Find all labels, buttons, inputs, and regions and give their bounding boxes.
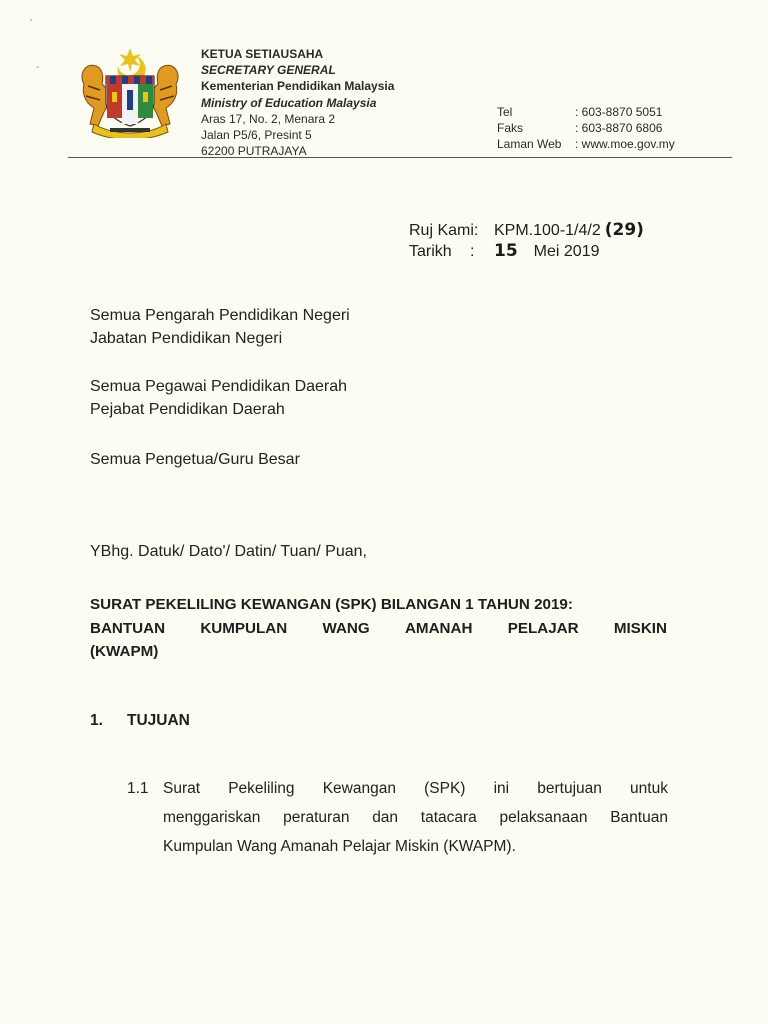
address-line-3: 62200 PUTRAJAYA xyxy=(201,144,307,159)
contact-fax xyxy=(497,120,675,136)
title-malay: KETUA SETIAUSAHA xyxy=(201,47,324,61)
subject-word: AMANAH xyxy=(404,619,473,637)
reference-handwritten-number: (29) xyxy=(604,220,644,240)
word: untuk xyxy=(630,780,668,797)
title-english: SECRETARY GENERAL xyxy=(201,63,336,78)
contact-value: : 603-8870 6806 xyxy=(575,121,663,135)
word: dan xyxy=(372,809,399,826)
subject-text: SURAT PEKELILING KEWANGAN (SPK) BILANGAN 1 TAHUN 2019: xyxy=(90,596,573,613)
paragraph-line xyxy=(163,774,668,803)
addressee-group xyxy=(90,375,347,421)
word: pelaksanaan xyxy=(499,809,588,826)
section-heading xyxy=(90,712,190,730)
subject-word: WANG xyxy=(322,619,370,637)
word: Surat xyxy=(163,780,201,797)
subject-word: KUMPULAN xyxy=(200,619,288,637)
subject-line-1 xyxy=(90,593,667,617)
addressee-group xyxy=(90,448,300,471)
ministry-malay: Kementerian Pendidikan Malaysia xyxy=(201,79,395,94)
contact-block xyxy=(497,104,675,152)
addressee-line: Jabatan Pendidikan Negeri xyxy=(90,330,283,347)
date-label: Tarikh xyxy=(409,243,452,260)
word: peraturan xyxy=(283,809,350,826)
contact-value: : www.moe.gov.my xyxy=(575,137,675,151)
scan-speck: ' xyxy=(30,18,32,29)
address-line-1: Aras 17, No. 2, Menara 2 xyxy=(201,111,336,126)
subject-line-3: (KWAPM) xyxy=(90,643,159,660)
addressee-group xyxy=(90,304,350,350)
scan-speck: - xyxy=(36,62,40,73)
addressee-line: Semua Pegawai Pendidikan Daerah xyxy=(90,378,348,395)
date-month-year: Mei 2019 xyxy=(533,243,600,260)
reference-block xyxy=(409,220,644,262)
word: ini xyxy=(493,780,510,797)
paragraph-1-1 xyxy=(127,774,668,861)
ministry-english: Ministry of Education Malaysia xyxy=(201,95,377,110)
salutation: YBhg. Datuk/ Dato'/ Datin/ Tuan/ Puan, xyxy=(90,543,367,560)
contact-tel xyxy=(497,104,675,120)
paragraph-line xyxy=(163,832,668,861)
reference-row xyxy=(409,220,644,241)
ministry-address-block xyxy=(201,46,394,159)
section-title: TUJUAN xyxy=(127,712,190,729)
paragraph-text: Kumpulan Wang Amanah Pelajar Miskin (KWAPM). xyxy=(163,838,516,855)
date-colon: : xyxy=(470,243,475,260)
word: Kewangan xyxy=(322,780,396,797)
letterhead-divider xyxy=(68,157,732,158)
address-line-2: Jalan P5/6, Presint 5 xyxy=(201,128,312,143)
contact-label: Laman Web xyxy=(497,137,562,151)
word: (SPK) xyxy=(424,780,466,797)
reference-label: Ruj Kami: xyxy=(409,222,479,239)
subject-word: PELAJAR xyxy=(507,619,579,637)
subject-line-2 xyxy=(90,617,667,641)
subject-word: MISKIN xyxy=(613,619,667,637)
reference-number: KPM.100-1/4/2 xyxy=(494,222,601,239)
paragraph-line xyxy=(163,803,668,832)
contact-label: Faks xyxy=(497,121,524,135)
word: Bantuan xyxy=(610,809,668,826)
addressee-line: Pejabat Pendidikan Daerah xyxy=(90,401,285,418)
malaysia-coat-of-arms-icon xyxy=(74,46,186,138)
addressee-line: Semua Pengetua/Guru Besar xyxy=(90,451,300,468)
contact-label: Tel xyxy=(497,105,513,119)
word: tatacara xyxy=(420,809,477,826)
date-handwritten-day: 15 xyxy=(494,241,518,261)
subject-word: BANTUAN xyxy=(90,619,166,637)
word: Pekeliling xyxy=(228,780,295,797)
date-row xyxy=(409,241,644,262)
contact-value: : 603-8870 5051 xyxy=(575,105,663,119)
contact-web xyxy=(497,136,675,152)
letter-subject xyxy=(90,593,667,664)
paragraph-number: 1.1 xyxy=(127,780,149,797)
section-number: 1. xyxy=(90,712,103,729)
word: menggariskan xyxy=(163,809,261,826)
word: bertujuan xyxy=(537,780,602,797)
addressee-line: Semua Pengarah Pendidikan Negeri xyxy=(90,307,350,324)
